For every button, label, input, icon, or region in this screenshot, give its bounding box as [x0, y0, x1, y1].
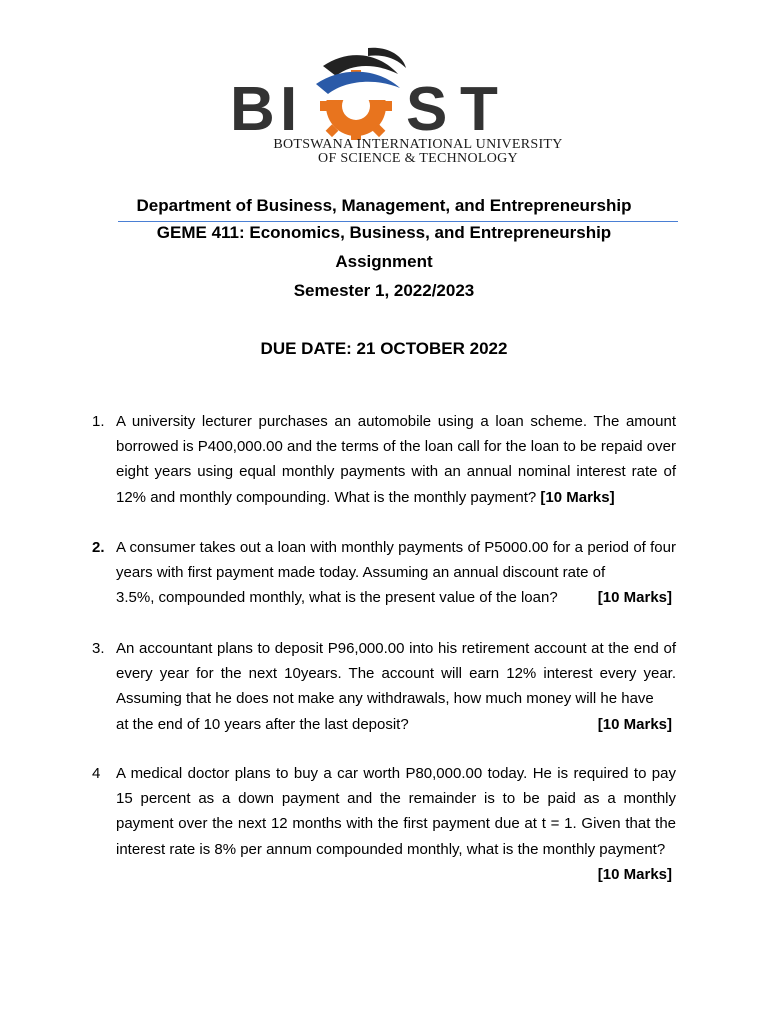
university-name-line1: BOTSWANA INTERNATIONAL UNIVERSITY: [273, 137, 563, 152]
question-text: [116, 636, 676, 737]
logo-letter-s: S: [406, 75, 448, 144]
due-date: DUE DATE: 21 OCTOBER 2022: [260, 339, 508, 358]
university-name-line2: OF SCIENCE & TECHNOLOGY: [318, 151, 518, 166]
question-body: An accountant plans to deposit P96,000.00 into his retirement account at the end of every year for the next 10years. The account will earn 12% interest every year. Assuming that he does not make any withdrawals, how much money will he have: [116, 640, 676, 708]
marks-label: [10 Marks]: [597, 589, 672, 607]
question-number: 3.: [92, 640, 105, 657]
question-body: A university lecturer purchases an automobile using a loan scheme. The amount borrowed is P400,000.00 and the terms of the loan call for the loan to be repaid over eight years using equal monthly payments with an annual nominal interest rate of 12% and monthly compounding. What is the monthly payment?: [116, 413, 676, 506]
question-1: [92, 409, 676, 510]
question-4: [92, 761, 676, 887]
question-text: [116, 535, 676, 611]
question-number: 1.: [92, 413, 105, 430]
question-last-line: [116, 712, 676, 737]
question-3: [92, 636, 676, 737]
question-number: 2.: [92, 539, 105, 556]
document-type: Assignment: [335, 252, 433, 271]
question-body-end: at the end of 10 years after the last deposit?: [116, 715, 409, 733]
question-text: [116, 761, 676, 887]
question-number: 4: [92, 765, 101, 782]
marks-label: [10 Marks]: [597, 865, 672, 883]
marks-label: [10 Marks]: [540, 488, 615, 506]
semester-label: Semester 1, 2022/2023: [293, 281, 475, 300]
logo-letter-i: I: [280, 75, 298, 144]
question-last-line: [116, 585, 676, 610]
question-body: A medical doctor plans to buy a car worth P80,000.00 today. He is required to pay 15 percent as a down payment and the remainder is to be paid as a monthly payment over the next 12 months with the first payment due at t = 1. Given that the interest rate is 8% per annum compounded monthly, what is the monthly payment?: [116, 765, 676, 858]
heading-divider: [118, 221, 678, 222]
question-text: [116, 409, 676, 510]
department-heading: Department of Business, Management, and Entrepreneurship: [136, 196, 632, 215]
logo-letter-b: B: [230, 75, 275, 144]
biust-logo-graphic: [228, 44, 608, 144]
course-title: GEME 411: Economics, Business, and Entrepreneurship: [156, 223, 612, 242]
marks-label: [10 Marks]: [597, 715, 672, 733]
question-body: A consumer takes out a loan with monthly payments of P5000.00 for a period of four years with first payment made today. Assuming an annual discount rate of: [116, 539, 676, 582]
question-2: [92, 535, 676, 611]
logo-letter-t: T: [460, 75, 498, 144]
question-body-end: 3.5%, compounded monthly, what is the present value of the loan?: [116, 589, 558, 607]
